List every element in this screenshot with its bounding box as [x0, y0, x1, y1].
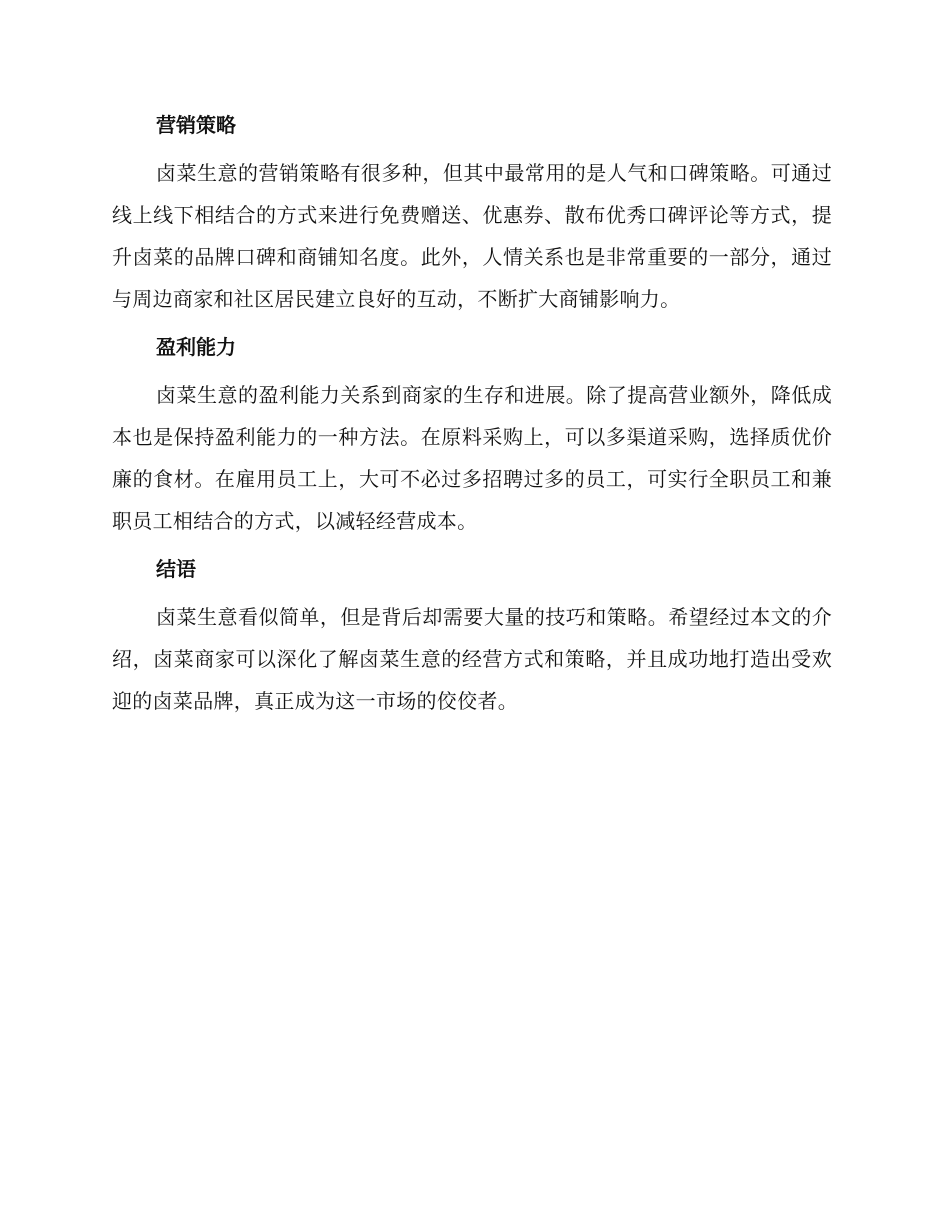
section-paragraph: 卤菜生意的盈利能力关系到商家的生存和进展。除了提高营业额外，降低成本也是保持盈利能力的一种方法。在原料采购上，可以多渠道采购，选择质优价廉的食材。在雇用员工上，大可不必过多招聘过多的员工，可实行全职员工和兼职员工相结合的方式，以减轻经营成本。	[112, 383, 832, 533]
section-heading: 结语	[156, 557, 196, 581]
section-heading: 营销策略	[156, 113, 236, 137]
document-page	[112, 110, 832, 734]
section-marketing-strategy	[112, 110, 832, 320]
section-conclusion	[112, 554, 832, 722]
section-paragraph: 卤菜生意看似简单，但是背后却需要大量的技巧和策略。希望经过本文的介绍，卤菜商家可以深化了解卤菜生意的经营方式和策略，并且成功地打造出受欢迎的卤菜品牌，真正成为这一市场的佼佼者。	[112, 605, 832, 713]
section-heading: 盈利能力	[156, 335, 236, 359]
section-profitability	[112, 332, 832, 542]
section-paragraph: 卤菜生意的营销策略有很多种，但其中最常用的是人气和口碑策略。可通过线上线下相结合的方式来进行免费赠送、优惠券、散布优秀口碑评论等方式，提升卤菜的品牌口碑和商铺知名度。此外，人情关系也是非常重要的一部分，通过与周边商家和社区居民建立良好的互动，不断扩大商铺影响力。	[112, 161, 832, 311]
